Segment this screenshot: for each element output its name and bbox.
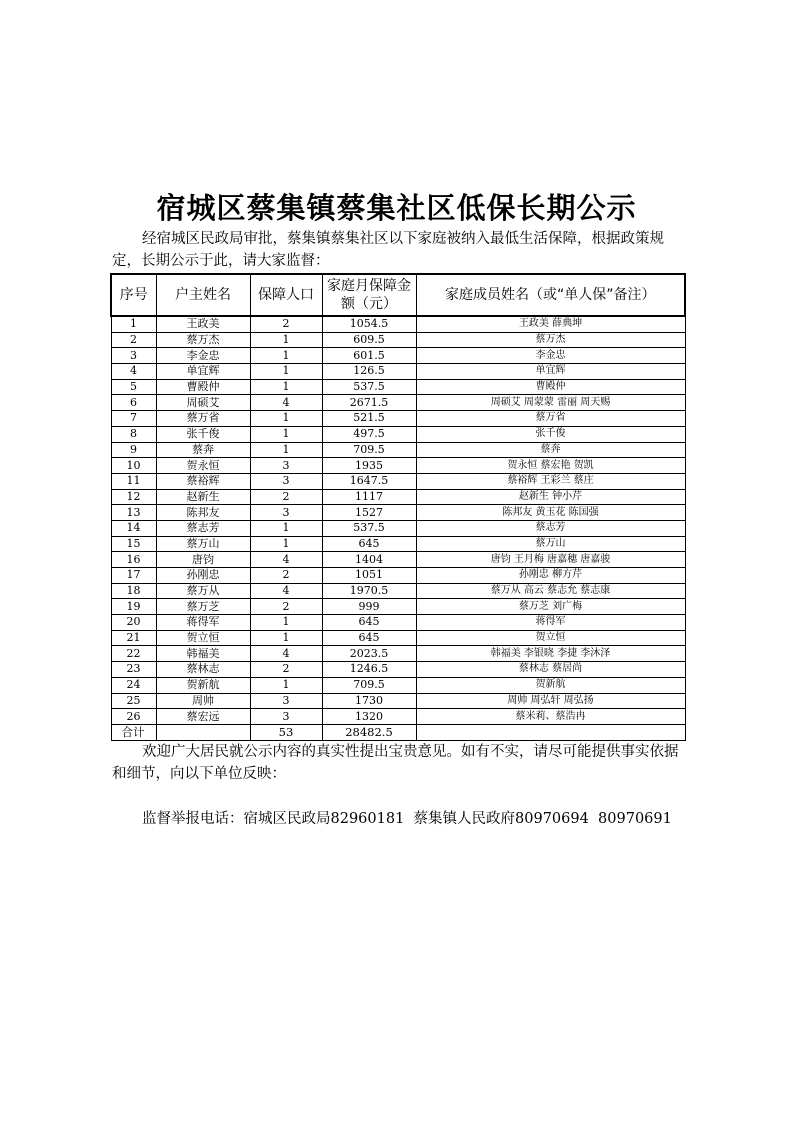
row-amount: 1527 [322, 505, 416, 521]
row-people: 2 [250, 489, 322, 505]
table-row [111, 505, 685, 521]
row-members: 曹殿仲 [416, 379, 685, 395]
row-head-name: 蔡万省 [156, 411, 250, 427]
row-head-name: 蔡宏远 [156, 709, 250, 725]
table-row [111, 552, 685, 568]
row-members: 蔡米莉、蔡浩冉 [416, 709, 685, 725]
row-head-name: 张千俊 [156, 426, 250, 442]
row-members: 蔡万从 高云 蔡志允 蔡志康 [416, 583, 685, 599]
table-row [111, 520, 685, 536]
row-index: 14 [111, 520, 156, 536]
header-head-name: 户主姓名 [156, 274, 250, 316]
row-members: 陈邦友 黄玉花 陈国强 [416, 505, 685, 521]
row-head-name: 赵新生 [156, 489, 250, 505]
table-row [111, 442, 685, 458]
row-people: 3 [250, 709, 322, 725]
row-people: 3 [250, 693, 322, 709]
total-members-empty [416, 724, 685, 740]
row-head-name: 蔡志芳 [156, 520, 250, 536]
header-people: 保障人口 [250, 274, 322, 316]
row-index: 24 [111, 677, 156, 693]
row-amount: 601.5 [322, 348, 416, 364]
row-amount: 2023.5 [322, 646, 416, 662]
table-row [111, 332, 685, 348]
row-index: 12 [111, 489, 156, 505]
row-amount: 126.5 [322, 364, 416, 380]
row-index: 20 [111, 615, 156, 631]
row-amount: 497.5 [322, 426, 416, 442]
header-index: 序号 [111, 274, 156, 316]
row-members: 单宜辉 [416, 364, 685, 380]
row-members: 蔡万山 [416, 536, 685, 552]
row-index: 15 [111, 536, 156, 552]
row-amount: 537.5 [322, 379, 416, 395]
table-row [111, 411, 685, 427]
row-members: 蔡万省 [416, 411, 685, 427]
table-row [111, 693, 685, 709]
row-index: 5 [111, 379, 156, 395]
table-row [111, 458, 685, 474]
row-index: 19 [111, 599, 156, 615]
row-people: 4 [250, 395, 322, 411]
row-head-name: 周硕艾 [156, 395, 250, 411]
table-row [111, 709, 685, 725]
row-index: 7 [111, 411, 156, 427]
row-amount: 609.5 [322, 332, 416, 348]
table-row [111, 536, 685, 552]
feedback-paragraph: 欢迎广大居民就公示内容的真实性提出宝贵意见。如有不实，请尽可能提供事实依据和细节，向以下单位反映： [112, 744, 679, 782]
row-members: 蔡万芝 刘广梅 [416, 599, 685, 615]
table-row [111, 473, 685, 489]
row-members: 李金忠 [416, 348, 685, 364]
row-head-name: 蔡万从 [156, 583, 250, 599]
row-index: 23 [111, 662, 156, 678]
row-index: 26 [111, 709, 156, 725]
row-amount: 645 [322, 630, 416, 646]
row-amount: 645 [322, 536, 416, 552]
total-head-empty [156, 724, 250, 740]
row-head-name: 曹殿仲 [156, 379, 250, 395]
row-index: 25 [111, 693, 156, 709]
row-people: 2 [250, 316, 322, 332]
row-members: 蔡志芳 [416, 520, 685, 536]
row-people: 3 [250, 473, 322, 489]
table-row [111, 583, 685, 599]
row-head-name: 周帅 [156, 693, 250, 709]
row-head-name: 蔡万山 [156, 536, 250, 552]
row-head-name: 蔡林志 [156, 662, 250, 678]
table-row [111, 630, 685, 646]
total-label: 合计 [111, 724, 156, 740]
table-row [111, 316, 685, 332]
subsidy-table [110, 273, 686, 741]
table-row [111, 379, 685, 395]
row-people: 3 [250, 458, 322, 474]
row-amount: 521.5 [322, 411, 416, 427]
row-index: 21 [111, 630, 156, 646]
row-members: 周硕艾 周蒙蒙 雷丽 周天赐 [416, 395, 685, 411]
row-amount: 1935 [322, 458, 416, 474]
row-people: 2 [250, 599, 322, 615]
row-amount: 1054.5 [322, 316, 416, 332]
row-head-name: 蔡万芝 [156, 599, 250, 615]
row-index: 18 [111, 583, 156, 599]
row-head-name: 贺永恒 [156, 458, 250, 474]
row-people: 1 [250, 411, 322, 427]
table-row [111, 364, 685, 380]
row-head-name: 蔡奔 [156, 442, 250, 458]
row-members: 贺永恒 蔡宏艳 贺凯 [416, 458, 685, 474]
table-row [111, 395, 685, 411]
row-index: 10 [111, 458, 156, 474]
row-people: 3 [250, 505, 322, 521]
row-members: 王政美 薛典坤 [416, 316, 685, 332]
row-people: 1 [250, 379, 322, 395]
intro-paragraph: 经宿城区民政局审批，蔡集镇蔡集社区以下家庭被纳入最低生活保障，根据政策规定，长期公示于此，请大家监督： [112, 231, 664, 269]
row-people: 1 [250, 364, 322, 380]
row-people: 1 [250, 520, 322, 536]
row-people: 1 [250, 536, 322, 552]
row-index: 4 [111, 364, 156, 380]
row-people: 1 [250, 630, 322, 646]
row-members: 张千俊 [416, 426, 685, 442]
row-head-name: 贺立恒 [156, 630, 250, 646]
row-amount: 1320 [322, 709, 416, 725]
row-members: 贺立恒 [416, 630, 685, 646]
row-people: 1 [250, 332, 322, 348]
row-amount: 537.5 [322, 520, 416, 536]
row-people: 1 [250, 426, 322, 442]
row-index: 11 [111, 473, 156, 489]
row-amount: 1404 [322, 552, 416, 568]
row-people: 1 [250, 677, 322, 693]
row-amount: 1970.5 [322, 583, 416, 599]
row-amount: 1051 [322, 568, 416, 584]
row-members: 韩福美 李银晓 李捷 李沐泽 [416, 646, 685, 662]
row-members: 唐钧 王月梅 唐嘉穗 唐嘉骏 [416, 552, 685, 568]
table-total-row [111, 724, 685, 740]
table-row [111, 599, 685, 615]
row-members: 蔡林志 蔡居尚 [416, 662, 685, 678]
row-amount: 1246.5 [322, 662, 416, 678]
total-people: 53 [250, 724, 322, 740]
row-people: 1 [250, 348, 322, 364]
row-people: 1 [250, 615, 322, 631]
table-row [111, 615, 685, 631]
row-index: 6 [111, 395, 156, 411]
hotline-paragraph: 监督举报电话：宿城区民政局82960181 蔡集镇人民政府80970694 80970691 [142, 811, 672, 827]
row-head-name: 陈邦友 [156, 505, 250, 521]
table-header-row [111, 274, 685, 316]
page-title: 宿城区蔡集镇蔡集社区低保长期公示 [156, 191, 637, 225]
row-index: 22 [111, 646, 156, 662]
row-members: 蔡万杰 [416, 332, 685, 348]
row-amount: 1647.5 [322, 473, 416, 489]
row-head-name: 蒋得军 [156, 615, 250, 631]
row-people: 2 [250, 568, 322, 584]
row-amount: 709.5 [322, 442, 416, 458]
table-row [111, 568, 685, 584]
row-members: 贺新航 [416, 677, 685, 693]
row-people: 4 [250, 583, 322, 599]
row-people: 4 [250, 552, 322, 568]
row-index: 8 [111, 426, 156, 442]
row-amount: 645 [322, 615, 416, 631]
row-head-name: 贺新航 [156, 677, 250, 693]
row-head-name: 王政美 [156, 316, 250, 332]
row-index: 1 [111, 316, 156, 332]
table-row [111, 348, 685, 364]
row-people: 1 [250, 442, 322, 458]
row-members: 蒋得军 [416, 615, 685, 631]
row-members: 蔡裕辉 王彩兰 蔡庄 [416, 473, 685, 489]
header-amount: 家庭月保障金额（元） [322, 274, 416, 316]
row-members: 赵新生 钟小芹 [416, 489, 685, 505]
row-head-name: 蔡万杰 [156, 332, 250, 348]
row-people: 2 [250, 662, 322, 678]
row-amount: 1730 [322, 693, 416, 709]
row-head-name: 孙刚忠 [156, 568, 250, 584]
table-row [111, 426, 685, 442]
row-members: 孙刚忠 柳方芹 [416, 568, 685, 584]
row-head-name: 唐钧 [156, 552, 250, 568]
row-head-name: 李金忠 [156, 348, 250, 364]
row-index: 9 [111, 442, 156, 458]
row-index: 16 [111, 552, 156, 568]
row-index: 3 [111, 348, 156, 364]
row-members: 周帅 周弘轩 周弘扬 [416, 693, 685, 709]
table-row [111, 677, 685, 693]
total-amount: 28482.5 [322, 724, 416, 740]
row-head-name: 单宜辉 [156, 364, 250, 380]
table-row [111, 646, 685, 662]
row-index: 13 [111, 505, 156, 521]
header-members: 家庭成员姓名（或“单人保”备注） [416, 274, 685, 316]
row-head-name: 蔡裕辉 [156, 473, 250, 489]
row-index: 2 [111, 332, 156, 348]
row-amount: 709.5 [322, 677, 416, 693]
row-amount: 999 [322, 599, 416, 615]
table-row [111, 662, 685, 678]
row-index: 17 [111, 568, 156, 584]
row-members: 蔡奔 [416, 442, 685, 458]
row-people: 4 [250, 646, 322, 662]
table-row [111, 489, 685, 505]
row-amount: 1117 [322, 489, 416, 505]
row-amount: 2671.5 [322, 395, 416, 411]
row-head-name: 韩福美 [156, 646, 250, 662]
